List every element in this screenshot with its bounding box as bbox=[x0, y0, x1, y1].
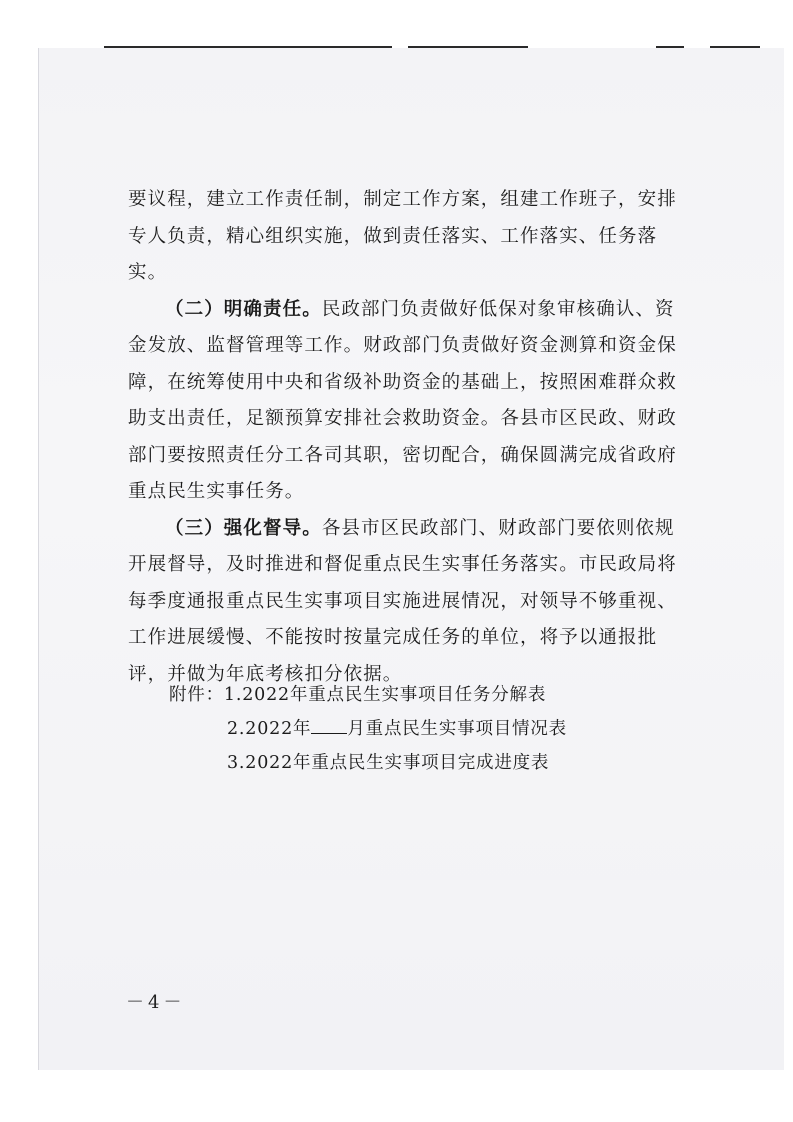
attachment-row-3 bbox=[169, 746, 689, 780]
body-text bbox=[128, 182, 688, 693]
paragraph-1-line-1: 要议程，建立工作责任制，制定工作方案，组建工作班子，安排 bbox=[128, 189, 677, 210]
page-number: －4－ bbox=[126, 992, 186, 1013]
attachment-label: 附件： bbox=[169, 685, 224, 705]
attachment-row-2 bbox=[169, 712, 689, 746]
paragraph-3-heading: （三）强化督导。 bbox=[165, 517, 322, 539]
paragraph-2-body: 民政部门负责做好低保对象审核确认、资金发放、监督管理等工作。财政部门负责做好资金测算和资金保障，在统筹使用中央和省级补助资金的基础上，按照困难群众救助支出责任，足额预算安排社会救助资金。各县市区民政、财政部门要按照责任分工各司其职，密切配合，确保圆满完成省政府重点民生实事任务。 bbox=[128, 298, 677, 502]
top-edge-line bbox=[104, 46, 392, 48]
attachment-item-2-prefix: 2.2022年 bbox=[227, 719, 312, 739]
top-edge-line bbox=[408, 46, 528, 48]
paragraph-3 bbox=[128, 511, 688, 694]
paragraph-2-heading: （二）明确责任。 bbox=[165, 298, 322, 320]
paragraph-3-body: 各县市区民政部门、财政部门要依则依规开展督导，及时推进和督促重点民生实事任务落实。市民政局将每季度通报重点民生实事项目实施进展情况，对领导不够重视、工作进展缓慢、不能按时按量完成任务的单位，将予以通报批评，并做为年底考核扣分依据。 bbox=[128, 517, 677, 685]
top-edge-line bbox=[710, 46, 760, 48]
paragraph-2 bbox=[128, 292, 688, 511]
attachment-list bbox=[169, 678, 689, 780]
top-edge-line bbox=[656, 46, 684, 48]
attachment-item-2-suffix: 月重点民生实事项目情况表 bbox=[347, 719, 567, 739]
attachment-item-3: 3.2022年重点民生实事项目完成进度表 bbox=[227, 753, 550, 773]
month-blank-line bbox=[311, 713, 347, 734]
attachment-item-1: 1.2022年重点民生实事项目任务分解表 bbox=[223, 685, 547, 705]
attachment-row-1 bbox=[169, 678, 689, 712]
paragraph-1-line-2: 专人负责，精心组织实施，做到责任落实、工作落实、任务落实。 bbox=[128, 225, 658, 283]
